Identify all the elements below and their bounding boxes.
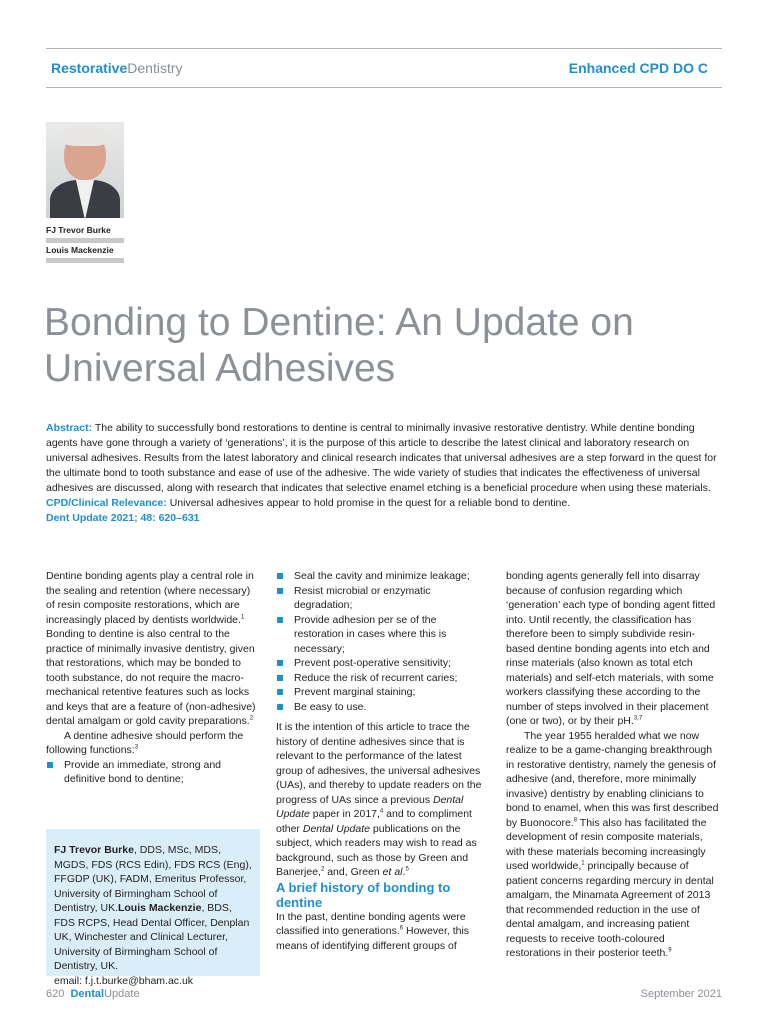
column-3: bonding agents generally fell into disarray because of confusion regarding which ‘generation’ each type of bonding agent fitted into. Until recently, the classification has therefore been to simply subdivide resin-based dentine bonding agents into etch and rinse materials (also known as total etch materials) and self-etch materials, with some workers classifying these according to the number of steps involved in their placement (one or two), or by their pH.$^{3,7}$ The year 1955 heralded what we now realize to be a game-changing breakthrough in restorative dentistry, namely the genesis of adhesive (and, therefore, more minimally invasive) dentistry by enabling clinicians to bond to enamel, when this was first described by Buonocore.$^8$ This also has facilitated the development of resin composite materials, with these materials becoming increasingly used worldwide,$^1$ principally because of patient concerns regarding mercury in dental amalgam, the Minamata Agreement of 2013 that recommended reduction in the use of dental amalgam, and increasing patient requests to receive tooth-coloured restorations in their posterior teeth.$^9$ [506,570,719,959]
list-item: Provide adhesion per se of the restoration in cases where this is necessary; [276,613,486,657]
list-item: Provide an immediate, strong and definitive bond to dentine; [46,758,260,787]
author-photo [46,122,124,218]
page-number: 620 [46,988,65,1000]
author-tag-1: FJ Trevor Burke [46,225,124,243]
citation: Dent Update 2021; 48: 620–631 [46,512,200,524]
list-item: Prevent marginal staining; [276,685,486,700]
author-tag-2: Louis Mackenzie [46,245,124,263]
author-email: email: f.j.t.burke@bham.ac.uk [54,974,194,987]
author-info-box: FJ Trevor Burke, DDS, MSc, MDS, MGDS, FDS (RCS Edin), FDS RCS (Eng), FFGDP (UK), FADM, Emeritus Professor, University of Birmingham School of Dentistry, UK.Louis Mackenzie, BDS, FDS RCPS, Head Dental Officer, Denplan UK, Winchester and Clinical Lecturer, University of Birmingham School of Dentistry, UK. email: f.j.t.burke@bham.ac.uk [46,829,260,976]
column-2: Seal the cavity and minimize leakage; Resist microbial or enzymatic degradation; Provide adhesion per se of the restoration in cases where this is necessary; Prevent post-operative sensitivity; Reduce the risk of recurrent caries; Prevent marginal staining; Be easy to use. It is the intention of this article to trace the history of dentine adhesives since that is relevant to the performance of the latest group of adhesives, the universal adhesives (UAs), and thereby to update readers on the progress of UAs since a previous Dental Update paper in 2017,$^4$ and to compliment other Dental Update publications on the subject, which readers may wish to read as background, such as those by Green and Banerjee,$^2$ and, Green et al.$^5$ A brief history of bonding to dentine In the past, dentine bonding agents were classified into generations.$^6$ However, this means of identifying different groups of [276,569,486,953]
list-item: Prevent post-operative sensitivity; [276,656,486,671]
issue-date: September 2021 [640,988,722,1000]
article-title: Bonding to Dentine: An Update on Universal Adhesives [44,301,634,390]
list-item: Resist microbial or enzymatic degradation; [276,584,486,613]
list-item: Seal the cavity and minimize leakage; [276,569,486,584]
list-item: Be easy to use. [276,700,486,715]
section-label: RestorativeDentistry [51,60,183,76]
running-header [46,48,722,88]
list-item: Reduce the risk of recurrent caries; [276,671,486,686]
page-footer: 620 DentalUpdate September 2021 [46,988,722,1000]
section-heading: A brief history of bonding to dentine [276,879,451,910]
cpd-label: Enhanced CPD DO C [568,60,708,76]
abstract: Abstract: The ability to successfully bond restorations to dentine is central to minimally invasive restorative dentistry. While dentine bonding agents have gone through a variety of ‘generations’, it is the purpose of this article to describe the latest clinical and laboratory research on universal adhesives. Results from the latest laboratory and clinical research indicates that universal adhesives are a step forward in the quest for the ultimate bond to tooth substance and ease of use of the adhesive. The wide variety of studies that indicates the effectiveness of universal adhesives are discussed, along with research that indicates that selective enamel etching is a beneficial procedure when using these materials. CPD/Clinical Relevance: Universal adhesives appear to hold promise in the quest for a reliable bond to dentine. Dent Update 2021; 48: 620–631 [46,421,726,526]
column-1: Dentine bonding agents play a central role in the sealing and retention (where necessary) of resin composite restorations, which are increasingly placed by dentists worldwide.$^1$ Bonding to dentine is also central to the practice of minimally invasive dentistry, given that restorations, which may be bonded to tooth substance, do not require the macro-mechanical retentive features such as locks and keys that are a feature of (non-adhesive) dental amalgam or gold cavity preparations.$^2$ A dentine adhesive should perform the following functions:$^3$ Provide an immediate, strong and definitive bond to dentine; [46,569,260,787]
